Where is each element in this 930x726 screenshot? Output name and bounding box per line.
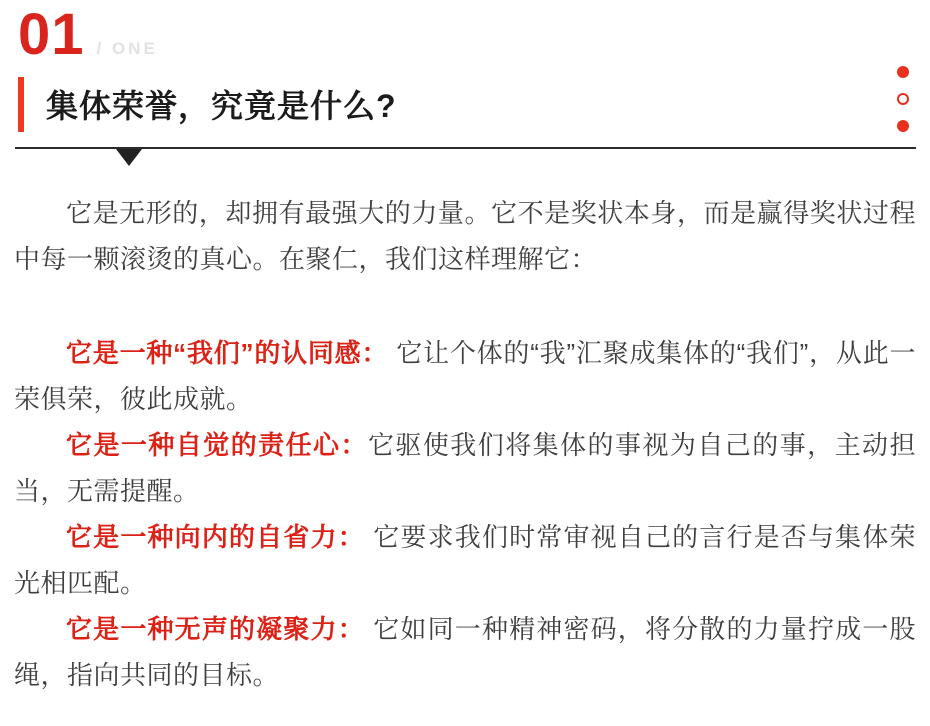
item-lead: 它是一种向内的自省力：: [66, 522, 365, 552]
page-title: 集体荣誉，究竟是什么?: [46, 88, 397, 124]
item-text: 它驱使我们将集体的事视为自己的事，主动担当，无需提醒。: [14, 430, 916, 506]
decorative-dots: [897, 66, 909, 132]
section-number-row: [0, 2, 930, 68]
item-lead: 它是一种无声的凝聚力：: [66, 614, 365, 644]
section-number: 01: [18, 2, 85, 67]
item-text: 它如同一种精神密码，将分散的力量拧成一股绳，指向共同的目标。: [14, 614, 916, 690]
dot-filled-icon: [897, 66, 909, 78]
intro-paragraph: 它是无形的，却拥有最强大的力量。它不是奖状本身，而是赢得奖状过程中每一颗滚烫的真心。在聚仁，我们这样理解它：: [14, 198, 916, 274]
title-row: [0, 76, 930, 132]
section-word: / ONE: [96, 39, 158, 58]
item-text: 它让个体的“我”汇聚成集体的“我们”，从此一荣俱荣，彼此成就。: [14, 338, 916, 414]
section-header: [0, 0, 930, 149]
down-triangle-icon: [116, 149, 142, 166]
item-lead: 它是一种“我们”的认同感：: [66, 338, 389, 368]
item-lead: 它是一种自觉的责任心：: [66, 430, 368, 460]
red-accent-bar: [18, 77, 24, 132]
dot-filled-icon: [897, 120, 909, 132]
item-text: 它要求我们时常审视自己的言行是否与集体荣光相匹配。: [14, 522, 916, 598]
list-item: [14, 606, 916, 698]
dot-hollow-icon: [897, 93, 909, 105]
section-divider: [15, 147, 916, 149]
list-item: [14, 422, 916, 514]
list-item: [14, 330, 916, 422]
list-item: [14, 514, 916, 606]
article-body: [0, 190, 930, 698]
